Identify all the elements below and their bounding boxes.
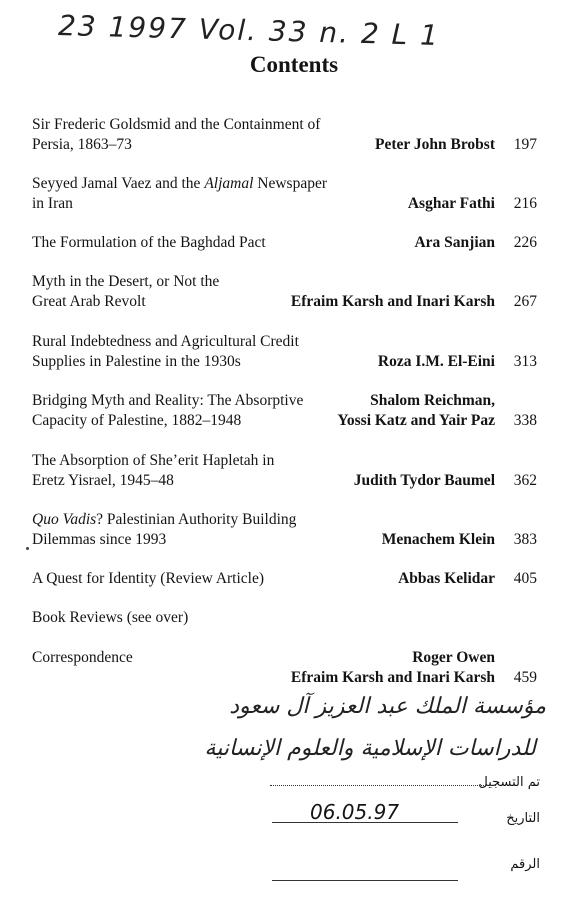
entry-title-line: A Quest for Identity (Review Article) <box>32 570 265 587</box>
toc-entry[interactable] <box>32 115 537 155</box>
number-underline <box>272 880 458 881</box>
page-title: Contents <box>249 52 339 77</box>
entry-title-line: The Formulation of the Baghdad Pact <box>32 234 266 251</box>
stamp-institution-line: مؤسسة الملك عبد العزيز آل سعود <box>229 694 546 719</box>
stamp-number-row <box>270 846 540 874</box>
entry-title-line: Myth in the Desert, or Not the <box>32 273 220 290</box>
entry-title-line: Sir Frederic Goldsmid and the Containment of <box>32 116 321 133</box>
entry-page: 226 <box>513 234 537 251</box>
toc-entry[interactable] <box>32 451 537 491</box>
entry-author: Menachem Klein <box>381 531 495 548</box>
stamp-institution-line: للدراسات الإسلامية والعلوم الإنسانية <box>204 736 536 761</box>
entry-page: 197 <box>513 136 537 153</box>
dotted-line <box>270 785 496 786</box>
entry-title-line: Rural Indebtedness and Agricultural Credit <box>32 333 299 350</box>
entry-author: Abbas Kelidar <box>398 570 495 587</box>
entry-author: Asghar Fathi <box>407 195 495 212</box>
entry-title-line: Quo Vadis? Palestinian Authority Building <box>32 511 297 528</box>
entry-page: 459 <box>513 669 537 686</box>
entry-title-line: in Iran <box>32 195 73 212</box>
entry-page: 338 <box>513 412 537 429</box>
entry-author: Shalom Reichman, <box>370 392 495 409</box>
stamp-number-label: الرقم <box>510 857 540 872</box>
entry-author: Efraim Karsh and Inari Karsh <box>290 669 495 686</box>
toc-entry[interactable] <box>32 332 537 372</box>
entry-title-line: Book Reviews (see over) <box>32 609 189 626</box>
entry-page: 313 <box>513 353 537 370</box>
entry-author: Efraim Karsh and Inari Karsh <box>290 293 495 310</box>
entry-author: Roza I.M. El-Eini <box>377 353 495 370</box>
toc-entry[interactable] <box>32 391 537 431</box>
toc-entry[interactable] <box>32 272 537 312</box>
entry-title-line: Correspondence <box>32 649 133 666</box>
stamp-date-label: التاريخ <box>506 811 540 826</box>
toc-entry[interactable] <box>32 510 537 550</box>
entry-page: 267 <box>513 293 537 310</box>
date-underline <box>272 822 458 823</box>
entry-title-line: Bridging Myth and Reality: The Absorptive <box>32 392 304 409</box>
entry-title-line: Supplies in Palestine in the 1930s <box>32 353 241 370</box>
stamp-registered-row <box>270 764 540 792</box>
entry-title-line: Capacity of Palestine, 1882–1948 <box>32 412 242 429</box>
toc-entry[interactable] <box>32 608 537 628</box>
entry-page: 216 <box>513 195 537 212</box>
entry-page: 362 <box>513 472 537 489</box>
stamp-registered-label: تم التسجيل <box>478 775 540 790</box>
margin-dot <box>26 547 29 550</box>
entry-title-line: Eretz Yisrael, 1945–48 <box>32 472 174 489</box>
entry-title-line: Dilemmas since 1993 <box>32 531 167 548</box>
entry-title-line: The Absorption of She’erit Hapletah in <box>32 452 275 469</box>
toc-entry[interactable] <box>32 569 537 589</box>
toc-entry[interactable] <box>32 174 537 214</box>
handwritten-issue-note: 23 1997 Vol. 33 n. 2 L 1 <box>57 9 441 52</box>
entry-page: 383 <box>513 531 537 548</box>
entry-author: Yossi Katz and Yair Paz <box>337 412 495 429</box>
stamp-date-row <box>270 800 540 828</box>
entry-author: Judith Tydor Baumel <box>353 472 495 489</box>
entry-page: 405 <box>513 570 537 587</box>
entry-author: Peter John Brobst <box>375 136 495 153</box>
entry-title-line: Great Arab Revolt <box>32 293 146 310</box>
stamp-date-value: 06.05.97 <box>310 800 400 824</box>
entry-title-line: Seyyed Jamal Vaez and the Aljamal Newspaper <box>32 175 328 192</box>
toc-entry[interactable] <box>32 648 537 688</box>
entry-author: Ara Sanjian <box>414 234 495 251</box>
entry-author: Roger Owen <box>412 649 495 666</box>
entry-title-line: Persia, 1863–73 <box>32 136 132 153</box>
toc-entry[interactable] <box>32 233 537 253</box>
